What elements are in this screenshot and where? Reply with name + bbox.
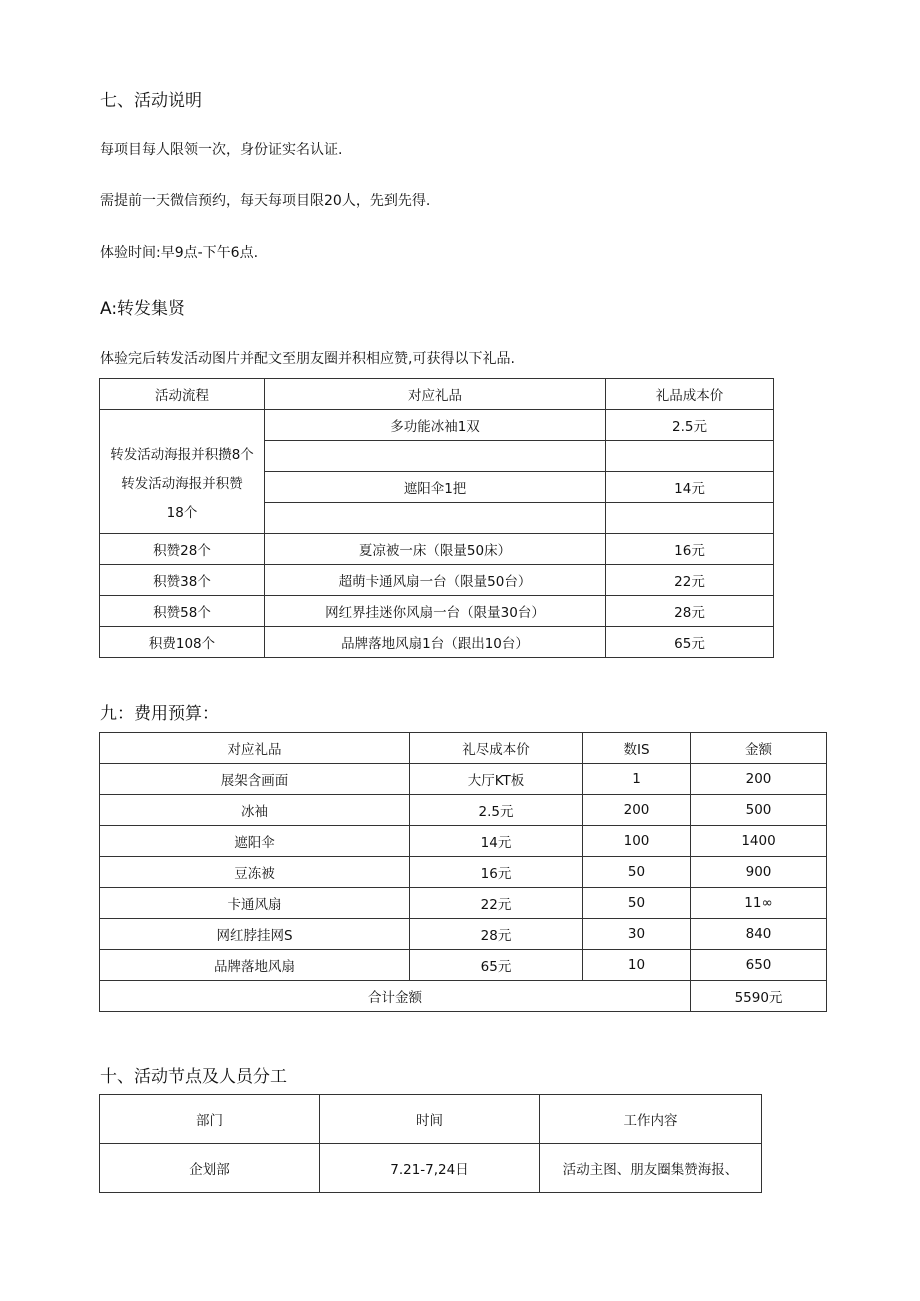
flow-text-1: 转发活动海报并积攒8个 xyxy=(110,447,254,463)
gift-cell: 品牌落地风扇1台（跟出10台） xyxy=(265,627,606,658)
cost-cell: 28元 xyxy=(606,596,774,627)
table-row xyxy=(100,410,774,441)
item-cell: 网红脖挂网S xyxy=(100,919,410,950)
table-row xyxy=(100,565,774,596)
item-cell: 豆冻被 xyxy=(100,857,410,888)
gift-cell: 夏凉被一床（限量50床） xyxy=(265,534,606,565)
table-row xyxy=(100,795,827,826)
cost-cell: 大厅KT板 xyxy=(410,764,583,795)
amount-cell: 900 xyxy=(691,857,827,888)
header-cell: 对应礼品 xyxy=(265,379,606,410)
flow-cell: 积赞28个 xyxy=(100,534,265,565)
cost-cell: 14元 xyxy=(606,472,774,503)
header-cell: 时间 xyxy=(320,1095,540,1144)
cost-cell: 14元 xyxy=(410,826,583,857)
cost-cell: 2.5元 xyxy=(410,795,583,826)
qty-cell: 10 xyxy=(583,950,691,981)
qty-cell: 50 xyxy=(583,888,691,919)
table-row xyxy=(100,764,827,795)
table-row xyxy=(100,826,827,857)
header-cell: 工作内容 xyxy=(540,1095,762,1144)
header-cell: 活动流程 xyxy=(100,379,265,410)
cost-cell: 65元 xyxy=(410,950,583,981)
amount-cell: 840 xyxy=(691,919,827,950)
cost-cell: 2.5元 xyxy=(606,410,774,441)
cost-cell: 65元 xyxy=(606,627,774,658)
table-header-row xyxy=(100,1095,762,1144)
total-label: 合计金额 xyxy=(100,981,691,1012)
cost-cell: 16元 xyxy=(410,857,583,888)
table-row xyxy=(100,950,827,981)
rule-line-2: 需提前一天微信预约，每天每项目限20人，先到先得. xyxy=(100,193,431,209)
amount-cell: 200 xyxy=(691,764,827,795)
flow-cell: 积赞58个 xyxy=(100,596,265,627)
qty-cell: 30 xyxy=(583,919,691,950)
gift-table xyxy=(99,378,774,658)
qty-cell: 1 xyxy=(583,764,691,795)
section-7-title: 七、活动说明 xyxy=(100,91,202,111)
total-value: 5590元 xyxy=(691,981,827,1012)
header-cell: 对应礼品 xyxy=(100,733,410,764)
cost-cell xyxy=(606,441,774,472)
flow-cell: 积赞38个 xyxy=(100,565,265,596)
work-content-cell: 活动主图、朋友圈集赞海报、 xyxy=(540,1144,762,1193)
header-cell: 数IS xyxy=(583,733,691,764)
section-a-description: 体验完后转发活动图片并配文至朋友圈并积相应赞,可获得以下礼品. xyxy=(100,351,515,367)
item-cell: 展架含画面 xyxy=(100,764,410,795)
time-cell: 7.21-7,24日 xyxy=(320,1144,540,1193)
header-cell: 礼品成本价 xyxy=(606,379,774,410)
header-cell: 礼尽成本价 xyxy=(410,733,583,764)
amount-cell: 1400 xyxy=(691,826,827,857)
cost-cell: 28元 xyxy=(410,919,583,950)
total-row xyxy=(100,981,827,1012)
table-row xyxy=(100,919,827,950)
table-row xyxy=(100,888,827,919)
gift-cell: 超萌卡通风扇一台（限量50台） xyxy=(265,565,606,596)
header-cell: 部门 xyxy=(100,1095,320,1144)
cost-cell: 16元 xyxy=(606,534,774,565)
table-row xyxy=(100,627,774,658)
qty-cell: 50 xyxy=(583,857,691,888)
amount-cell: 650 xyxy=(691,950,827,981)
budget-table xyxy=(99,732,827,1012)
item-cell: 卡通风扇 xyxy=(100,888,410,919)
gift-cell: 多功能冰袖1双 xyxy=(265,410,606,441)
amount-cell: 500 xyxy=(691,795,827,826)
table-header-row xyxy=(100,733,827,764)
qty-cell: 100 xyxy=(583,826,691,857)
item-cell: 遮阳伞 xyxy=(100,826,410,857)
section-a-title: A:转发集贤 xyxy=(100,299,186,319)
department-cell: 企划部 xyxy=(100,1144,320,1193)
cost-cell: 22元 xyxy=(410,888,583,919)
rule-line-3: 体验时间:早9点-下午6点. xyxy=(100,245,259,261)
item-cell: 品牌落地风扇 xyxy=(100,950,410,981)
cost-cell: 22元 xyxy=(606,565,774,596)
section-9-title: 九：费用预算： xyxy=(100,704,219,724)
rule-line-1: 每项目每人限领一次，身份证实名认证. xyxy=(100,142,343,158)
table-row xyxy=(100,1144,762,1193)
staff-table xyxy=(99,1094,762,1193)
flow-text-3: 18个 xyxy=(166,505,198,521)
flow-text-2: 转发活动海报并积赞 xyxy=(121,476,243,492)
gift-cell xyxy=(265,503,606,534)
table-header-row xyxy=(100,379,774,410)
gift-cell: 网红界挂迷你风扇一台（限量30台） xyxy=(265,596,606,627)
header-cell: 金额 xyxy=(691,733,827,764)
flow-cell: 积费108个 xyxy=(100,627,265,658)
section-10-title: 十、活动节点及人员分工 xyxy=(100,1067,287,1087)
table-row xyxy=(100,596,774,627)
cost-cell xyxy=(606,503,774,534)
table-row xyxy=(100,534,774,565)
merged-flow-cell xyxy=(100,410,265,534)
qty-cell: 200 xyxy=(583,795,691,826)
gift-cell: 遮阳伞1把 xyxy=(265,472,606,503)
table-row xyxy=(100,857,827,888)
amount-cell: 11∞ xyxy=(691,888,827,919)
item-cell: 冰袖 xyxy=(100,795,410,826)
gift-cell xyxy=(265,441,606,472)
